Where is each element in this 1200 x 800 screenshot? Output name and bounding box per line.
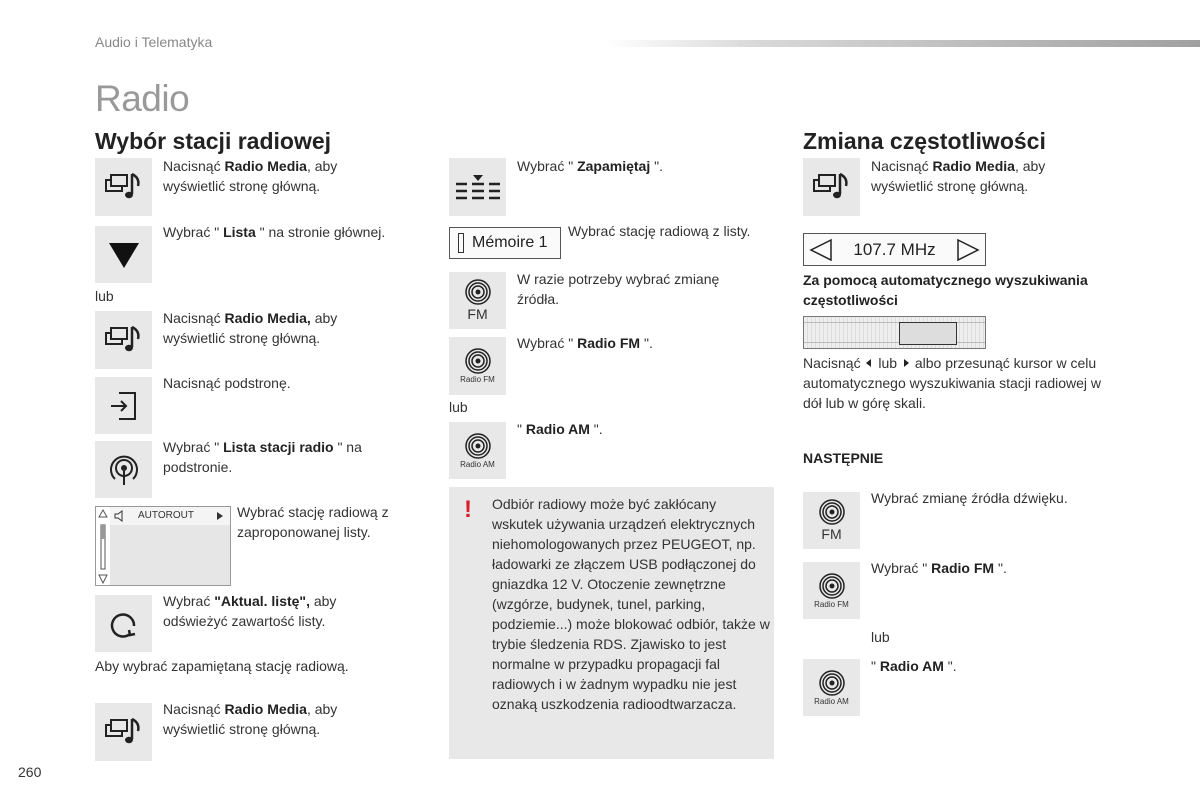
- step-text: " Radio AM ".: [871, 658, 957, 674]
- step-text: Nacisnąć Radio Media, aby wyświetlić stronę główną.: [163, 310, 338, 346]
- memory-preset-button: [449, 227, 561, 259]
- step-text: Wybrać "Aktual. listę", aby odświeżyć zawartość listy.: [163, 593, 337, 629]
- station-list-screen: [95, 506, 231, 586]
- frequency-value: 107.7 MHz: [853, 239, 936, 259]
- or-label: lub: [95, 288, 114, 304]
- list-header: [110, 507, 230, 526]
- step-text: Wybrać " Zapamiętaj ".: [517, 158, 663, 174]
- arrow-right-icon: [955, 238, 981, 262]
- warning-note-text: Odbiór radiowy może być zakłócany wskutek używania urządzeń elektrycznych niehomologowanych przez PEUGEOT, np. ładowarki ze złączem USB podłączonej do gniazdka 12 V. Otoczenie zewnętrzne (wzgórze, budynek, tunel, parking, podziemie...) może blokować odbiór, także w trybie śledzenia RDS. Zjawisko to jest normalne w przypadku propagacji fal radiowych i w żadnym wypadku nie jest oznaką uszkodzenia radioodtwarzacza.: [492, 496, 770, 712]
- page-title: Radio: [95, 78, 190, 119]
- section-label: Audio i Telematyka: [95, 34, 213, 50]
- page-number: 260: [18, 764, 42, 780]
- step-text: Nacisnąć Radio Media, aby wyświetlić stronę główną.: [163, 701, 338, 737]
- save-list-icon: [449, 158, 506, 216]
- subpage-enter-icon: [95, 377, 152, 434]
- refresh-icon: [95, 595, 152, 652]
- radio-media-icon: [95, 311, 152, 369]
- frequency-slider: [803, 316, 986, 349]
- step-text: Wybrać stację radiową z zaproponowanej listy.: [237, 504, 389, 540]
- step-text: Wybrać stację radiową z listy.: [568, 223, 751, 239]
- step-text: Nacisnąć podstronę.: [163, 375, 291, 391]
- step-text: Wybrać zmianę źródła dźwięku.: [871, 490, 1068, 506]
- caret-right-icon: [901, 358, 911, 368]
- step-text: Wybrać " Radio FM ".: [517, 335, 653, 351]
- autorout-label: AUTOROUT: [138, 510, 194, 521]
- radio-am-icon: Radio AM: [449, 422, 506, 479]
- radio-media-icon: [95, 158, 152, 216]
- triangle-down-icon: [95, 226, 152, 283]
- frequency-display: [803, 233, 986, 266]
- fm-source-icon: FM: [449, 272, 506, 329]
- header-bar: [605, 40, 1200, 47]
- or-label: lub: [871, 629, 890, 645]
- radio-media-icon: [803, 158, 860, 216]
- step-text: Nacisnąć Radio Media, aby wyświetlić stronę główną.: [871, 158, 1046, 194]
- radio-media-icon: [95, 703, 152, 761]
- arrow-left-icon: [808, 238, 834, 262]
- or-label: lub: [449, 399, 468, 415]
- auto-search-text: Nacisnąć lub albo przesunąć kursor w celu automatycznego wyszukiwania stacji radiowej w dół lub w górę skali.: [803, 355, 1102, 411]
- step-text: Wybrać " Lista " na stronie głównej.: [163, 224, 386, 240]
- standalone-text: Aby wybrać zapamiętaną stację radiową.: [95, 658, 349, 674]
- fm-source-icon: FM: [803, 492, 860, 549]
- step-text: W razie potrzeby wybrać zmianę źródła.: [517, 271, 720, 307]
- section-heading-frequency-change: Zmiana częstotliwości: [803, 128, 1046, 154]
- radio-station-icon: [95, 441, 152, 498]
- caret-left-icon: [864, 358, 874, 368]
- auto-search-heading: Za pomocą automatycznego wyszukiwania częstotliwości: [803, 272, 1088, 308]
- step-text: Nacisnąć Radio Media, aby wyświetlić stronę główną.: [163, 158, 338, 194]
- section-heading-station-selection: Wybór stacji radiowej: [95, 128, 332, 154]
- step-text: " Radio AM ".: [517, 421, 603, 437]
- memory-label: Mémoire 1: [472, 234, 548, 251]
- step-text: Wybrać " Lista stacji radio " na podstronie.: [163, 439, 362, 475]
- next-label: NASTĘPNIE: [803, 450, 884, 466]
- list-scrollbar: [96, 507, 111, 585]
- step-text: Wybrać " Radio FM ".: [871, 560, 1007, 576]
- slider-knob: [899, 322, 957, 345]
- warning-icon: !: [464, 496, 472, 523]
- radio-fm-icon: Radio FM: [449, 337, 506, 395]
- radio-am-icon: Radio AM: [803, 659, 860, 716]
- radio-fm-icon: Radio FM: [803, 562, 860, 619]
